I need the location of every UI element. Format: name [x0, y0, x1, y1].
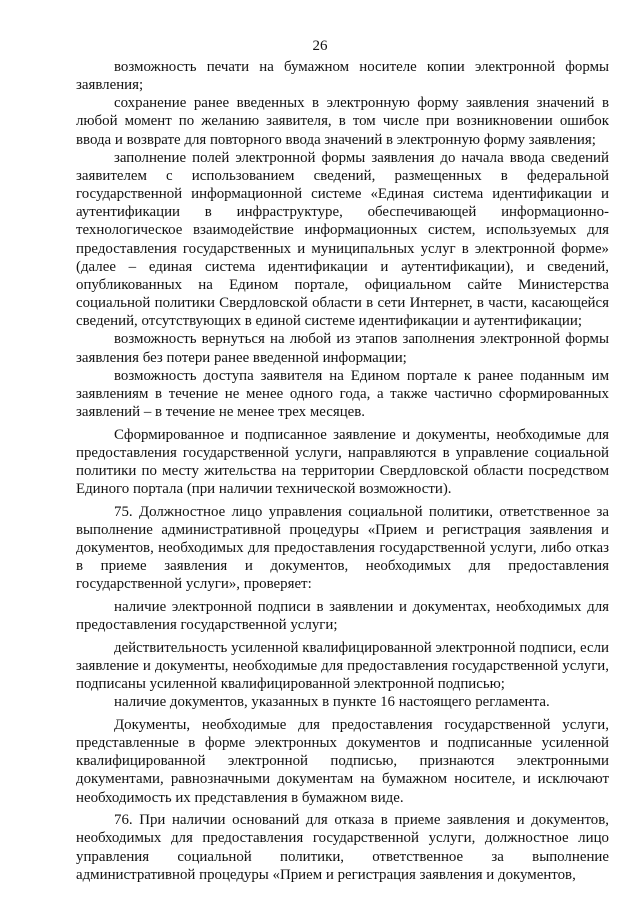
paragraph-electronic-documents: Документы, необходимые для предоставления государственной услуги, представленные в форме электронных документов и подписанные усиленной квалифицированной электронной подписью, признаются электронными документами, равнозначными документам на бумажном носителе, и исключают необходимость их представления в бумажном виде.: [76, 716, 609, 806]
paragraph-access-applications: возможность доступа заявителя на Едином портале к ранее поданным им заявлениям в течение не менее одного года, а также частично сформированных заявлений – в течение не менее трех месяцев.: [76, 367, 609, 420]
paragraph-submission: Сформированное и подписанное заявление и документы, необходимые для предоставления государственной услуги, направляются в управление социальной политики по месту жительства на территории Свердловской области посредством Единого портала (при наличии технической возможности).: [76, 426, 609, 498]
document-body: [76, 58, 609, 884]
paragraph-signature-presence: наличие электронной подписи в заявлении и документах, необходимых для предоставления государственной услуги;: [76, 599, 609, 634]
paragraph-clause-75: 75. Должностное лицо управления социальной политики, ответственное за выполнение административной процедуры «Прием и регистрация заявления и документов, необходимых для предоставления государственной услуги, либо отказ в приеме заявления и документов, необходимых для предоставления государственной услуги», проверяет:: [76, 503, 609, 593]
paragraph-clause-76: 76. При наличии оснований для отказа в приеме заявления и документов, необходимых для предоставления государственной услуги, должностное лицо управления социальной политики, ответственное за выполнение административной процедуры «Прием и регистрация заявления и документов,: [76, 812, 609, 883]
paragraph-signature-validity: действительность усиленной квалифицированной электронной подписи, если заявление и документы, необходимые для предоставления государственной услуги, подписаны усиленной квалифицированной электронной подписью;: [76, 639, 609, 693]
page-number: 26: [312, 38, 328, 54]
paragraph-save-values: сохранение ранее введенных в электронную форму заявления значений в любой момент по желанию заявителя, в том числе при возникновении ошибок ввода и возврате для повторного ввода значений в электронную форму заявления;: [76, 95, 609, 148]
paragraph-return-to-step: возможность вернуться на любой из этапов заполнения электронной формы заявления без потери ранее введенной информации;: [76, 331, 609, 366]
paragraph-print-copy: возможность печати на бумажном носителе копии электронной формы заявления;: [76, 59, 609, 94]
paragraph-documents-presence: наличие документов, указанных в пункте 16 настоящего регламента.: [114, 694, 550, 711]
paragraph-prefill-fields: заполнение полей электронной формы заявления до начала ввода сведений заявителем с использованием сведений, размещенных в федеральной государственной информационной системе «Единая система идентификации и аутентификации в инфраструктуре, обеспечивающей информационно-технологическое взаимодействие информационных систем, используемых для предоставления государственных и муниципальных услуг в электронной форме» (далее – единая система идентификации и аутентификации), и сведений, опубликованных на Едином портале, официальном сайте Министерства социальной политики Свердловской области в сети Интернет, в части, касающейся сведений, отсутствующих в единой системе идентификации и аутентификации;: [76, 149, 609, 330]
